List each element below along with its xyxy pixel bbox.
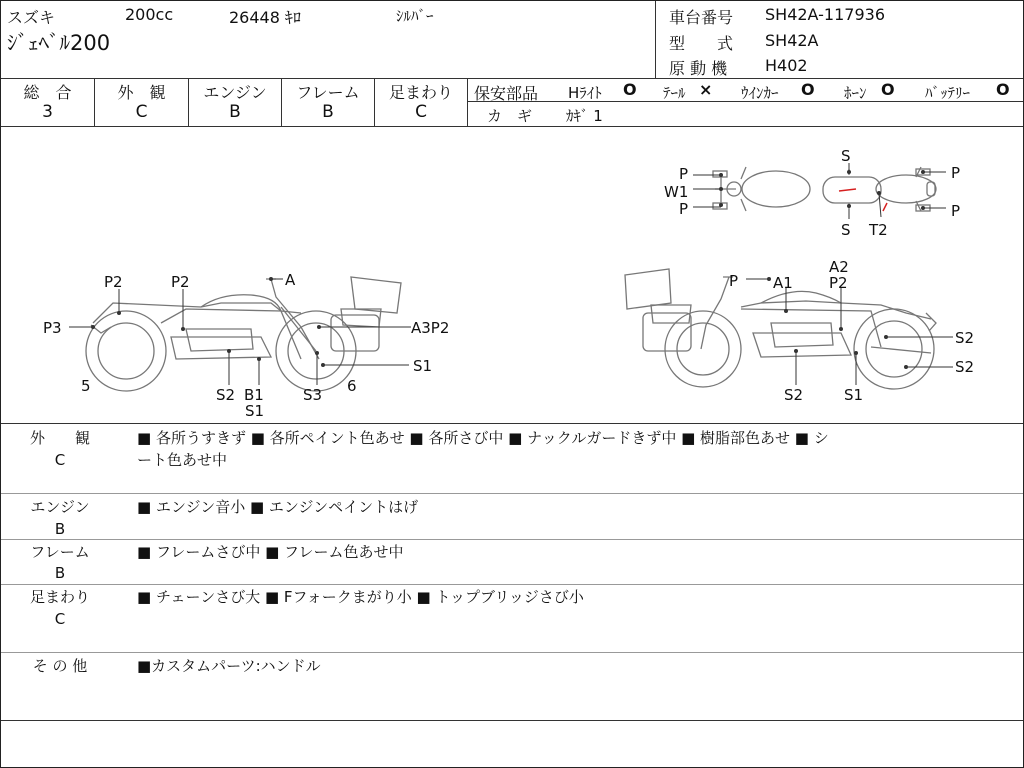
diagram-label: P bbox=[951, 202, 961, 220]
grade-overall-label: 総 合 bbox=[23, 83, 72, 102]
diagram-label: W1 bbox=[664, 183, 689, 201]
divider bbox=[1, 539, 1023, 540]
type-value: SH42A bbox=[765, 31, 819, 50]
diagram-label: S2 bbox=[955, 329, 975, 347]
divider bbox=[467, 78, 468, 126]
diagram-label: A bbox=[285, 271, 296, 289]
remark-frame-label: フレーム bbox=[30, 543, 90, 561]
type-label: 型 式 bbox=[669, 34, 734, 53]
model-name: ｼﾞｪﾍﾞﾙ200 bbox=[7, 31, 111, 55]
diagram-label: S bbox=[841, 147, 851, 165]
grade-engine-label: エンジン bbox=[203, 83, 267, 102]
header-divider bbox=[655, 1, 656, 78]
divider bbox=[1, 652, 1023, 653]
remark-suspension-grade: C bbox=[54, 610, 66, 628]
remark-frame-text: ■ フレームさび中 ■ フレーム色あせ中 bbox=[137, 543, 404, 561]
remark-exterior-text-cont: ート色あせ中 bbox=[137, 451, 228, 469]
remark-suspension-text: ■ チェーンさび大 ■ Fフォークまがり小 ■ トップブリッジさび小 bbox=[137, 588, 584, 606]
remark-suspension-label: 足まわり bbox=[29, 588, 90, 606]
diagram-label: S2 bbox=[955, 358, 975, 376]
diagram-label: T2 bbox=[869, 221, 888, 239]
grade-frame-value: B bbox=[322, 102, 334, 122]
diagram-label: S1 bbox=[245, 402, 265, 420]
safety-mark: O bbox=[996, 80, 1010, 99]
displacement: 200cc bbox=[125, 5, 174, 24]
diagram-label: S2 bbox=[216, 386, 236, 404]
diagram-label: P2 bbox=[829, 274, 848, 292]
left-side-bike bbox=[86, 277, 401, 391]
safety-item-tail: ﾃｰﾙ bbox=[663, 84, 686, 102]
safety-mark: × bbox=[699, 80, 713, 99]
diagram-label: S bbox=[841, 221, 851, 239]
diagram-label: 6 bbox=[347, 377, 357, 395]
safety-mark: O bbox=[623, 80, 637, 99]
divider bbox=[1, 493, 1023, 494]
divider bbox=[1, 78, 1023, 79]
maker: スズキ bbox=[7, 8, 56, 27]
safety-mark: O bbox=[801, 80, 815, 99]
remark-engine-label: エンジン bbox=[30, 498, 90, 516]
diagram-label: S2 bbox=[784, 386, 804, 404]
safety-label: 保安部品 bbox=[474, 84, 539, 103]
diagram-label: P bbox=[729, 272, 739, 290]
diagram-label: S3 bbox=[303, 386, 323, 404]
key-value: ｶｷﾞ 1 bbox=[566, 107, 603, 125]
diagram-label: P2 bbox=[171, 273, 190, 291]
diagram-label: S1 bbox=[844, 386, 864, 404]
safety-item-battery: ﾊﾞｯﾃﾘｰ bbox=[925, 84, 971, 102]
mileage: 26448 ｷﾛ bbox=[229, 8, 301, 27]
divider bbox=[1, 584, 1023, 585]
diagram-label: A2 bbox=[829, 258, 849, 276]
diagram-label: S1 bbox=[413, 357, 433, 375]
divider bbox=[1, 423, 1023, 424]
engine-value: H402 bbox=[765, 56, 808, 75]
grade-engine-value: B bbox=[229, 102, 241, 122]
grade-exterior-value: C bbox=[135, 102, 148, 122]
remark-engine-text: ■ エンジン音小 ■ エンジンペイントはげ bbox=[137, 498, 419, 516]
frame-no-label: 車台番号 bbox=[669, 8, 734, 27]
grade-overall-value: 3 bbox=[42, 102, 53, 122]
remark-engine-grade: B bbox=[54, 520, 66, 538]
grade-suspension-label: 足まわり bbox=[388, 83, 453, 102]
engine-label: 原 動 機 bbox=[669, 59, 728, 78]
damage-mark bbox=[883, 203, 887, 211]
diagram-label: A1 bbox=[773, 274, 793, 292]
diagram-label: P2 bbox=[104, 273, 123, 291]
grade-suspension-value: C bbox=[415, 102, 427, 122]
remark-exterior-grade: C bbox=[54, 451, 66, 469]
grade-frame-label: フレーム bbox=[296, 83, 360, 102]
diagram-label: P bbox=[679, 200, 689, 218]
diagram-label: P bbox=[679, 165, 689, 183]
diagram-label: B1 bbox=[244, 386, 264, 404]
diagram-label: P bbox=[951, 164, 961, 182]
frame-no: SH42A-117936 bbox=[765, 5, 885, 24]
remark-frame-grade: B bbox=[54, 564, 66, 582]
safety-item-winker: ｳｲﾝｶｰ bbox=[741, 84, 779, 102]
safety-item-horn: ﾎｰﾝ bbox=[844, 84, 867, 102]
color: ｼﾙﾊﾞｰ bbox=[396, 7, 434, 25]
damage-diagram bbox=[1, 127, 1023, 423]
remark-other-text: ■カスタムパーツ:ハンドル bbox=[137, 657, 321, 675]
remark-exterior-label: 外 観 bbox=[29, 429, 90, 447]
safety-item-headlight: Hﾗｲﾄ bbox=[568, 84, 602, 102]
remark-exterior-text: ■ 各所うすきず ■ 各所ペイント色あせ ■ 各所さび中 ■ ナックルガードきず中 ■ 樹脂部色あせ ■ シ bbox=[137, 429, 829, 447]
grade-exterior-label: 外 観 bbox=[117, 83, 166, 102]
diagram-label: 5 bbox=[81, 377, 91, 395]
diagram-label: P3 bbox=[43, 319, 62, 337]
remark-other-label: そ の 他 bbox=[32, 657, 88, 675]
top-view-bike bbox=[713, 167, 936, 211]
key-label: カ ギ bbox=[487, 107, 533, 125]
divider bbox=[1, 720, 1023, 721]
damage-mark bbox=[839, 189, 856, 191]
safety-mark: O bbox=[881, 80, 895, 99]
diagram-label: A3P2 bbox=[411, 319, 450, 337]
